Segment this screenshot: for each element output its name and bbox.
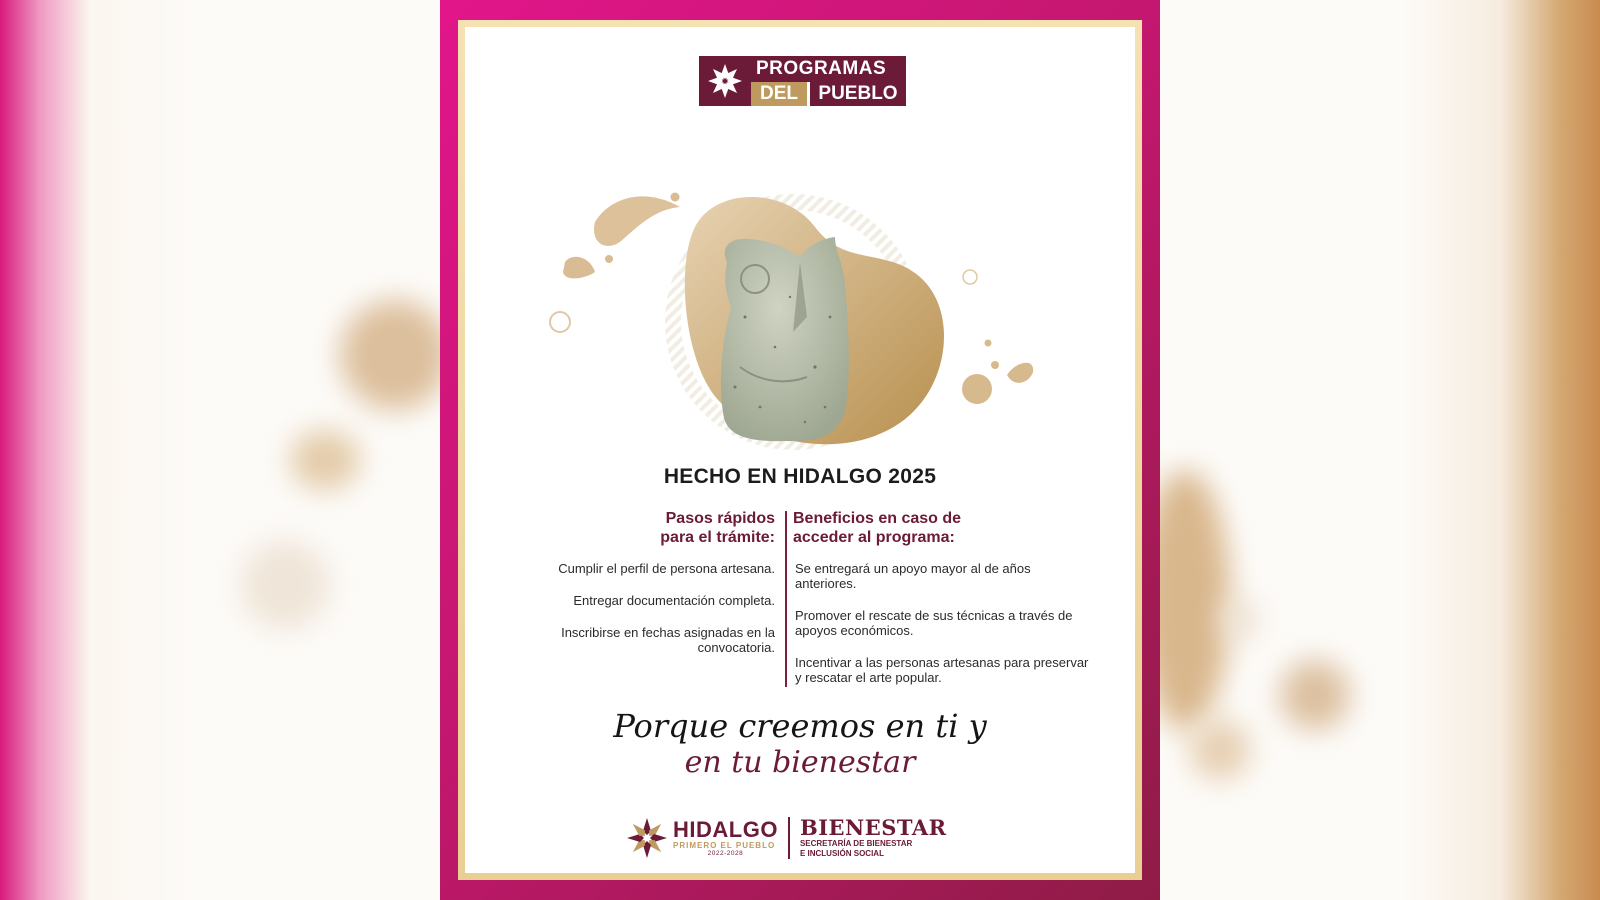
poster-gold-frame [458, 20, 1142, 880]
bienestar-sub-1: SECRETARÍA DE BIENESTAR [799, 839, 913, 848]
logo-word-del: DEL [751, 82, 807, 106]
steps-heading-line: Pasos rápidos [665, 510, 775, 527]
blur-blob [1280, 660, 1350, 730]
programas-del-pueblo-logo [699, 56, 906, 106]
list-item: Promover el rescate de sus técnicas a través de apoyos económicos. [795, 608, 1073, 638]
slogan [465, 707, 1135, 781]
blur-blob [240, 540, 330, 630]
hidalgo-years: 2022-2028 [707, 850, 744, 857]
blur-blob [290, 430, 360, 490]
benefits-heading [793, 509, 1095, 547]
slogan-line-1: Porque creemos en ti y [613, 707, 987, 745]
hidalgo-star-icon [625, 816, 669, 860]
benefits-heading-line: Beneficios en caso de [793, 510, 962, 527]
hidalgo-logo-text [673, 819, 778, 857]
poster [440, 0, 1160, 900]
list-item: Incentivar a las personas artesanas para preservar y rescatar el arte popular. [795, 655, 1089, 685]
owl-sculpture-icon [721, 237, 849, 441]
list-item: Cumplir el perfil de persona artesana. [558, 561, 775, 576]
column-divider [785, 511, 787, 687]
bienestar-name: BIENESTAR [799, 815, 947, 840]
slogan-line-2: en tu bienestar [684, 745, 916, 780]
footer-logos [625, 811, 985, 865]
page-title: HECHO EN HIDALGO 2025 [663, 465, 937, 488]
steps-heading-line: para el trámite: [660, 529, 775, 546]
owl-illustration [545, 167, 1045, 457]
list-item: Se entregará un apoyo mayor al de años anteriores. [795, 561, 1031, 591]
list-item: Inscribirse en fechas asignadas en la convocatoria. [561, 625, 775, 655]
benefits-heading-line: acceder al programa: [793, 529, 955, 546]
steps-column [525, 509, 775, 672]
blur-blob [340, 300, 450, 410]
hidalgo-tagline: PRIMERO EL PUEBLO [673, 841, 776, 850]
hidalgo-name: HIDALGO [673, 817, 778, 842]
steps-heading [525, 509, 775, 547]
poster-sheet [465, 27, 1135, 873]
blur-blob [1190, 720, 1250, 780]
bienestar-logo [800, 817, 947, 859]
list-item: Entregar documentación completa. [573, 593, 775, 608]
benefits-column [795, 509, 1095, 702]
footer-divider [788, 817, 790, 859]
logo-word-pueblo: PUEBLO [810, 82, 906, 106]
bienestar-sub-2: E INCLUSIÓN SOCIAL [799, 849, 884, 858]
blur-blob [1220, 600, 1260, 640]
star-icon [699, 56, 751, 106]
logo-line-programas: PROGRAMAS [751, 56, 906, 82]
